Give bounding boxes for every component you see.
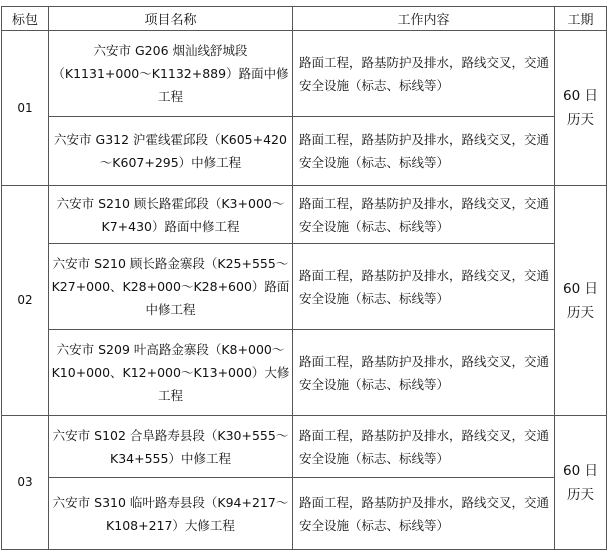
- work-content: 路面工程，路基防护及排水，路线交叉，交通安全设施（标志、标线等）: [293, 186, 555, 244]
- bid-number: 01: [2, 31, 49, 186]
- table-row: [2, 478, 607, 550]
- table-row: [2, 186, 607, 244]
- bid-section-table: [1, 6, 607, 550]
- work-content: 路面工程，路基防护及排水，路线交叉，交通安全设施（标志、标线等）: [293, 117, 555, 186]
- project-name: 六安市 S210 顾长路霍邱段（K3+000～K7+430）路面中修工程: [49, 186, 293, 244]
- work-content: 路面工程，路基防护及排水，路线交叉，交通安全设施（标志、标线等）: [293, 31, 555, 117]
- table-row: [2, 117, 607, 186]
- header-project-name: 项目名称: [49, 7, 293, 31]
- project-name: 六安市 S102 合阜路寿县段（K30+555～K34+555）中修工程: [49, 416, 293, 478]
- table-header-row: [2, 7, 607, 31]
- work-content: 路面工程，路基防护及排水，路线交叉，交通安全设施（标志、标线等）: [293, 330, 555, 416]
- period: 60 日历天: [555, 186, 607, 416]
- project-name: 六安市 G312 沪霍线霍邱段（K605+420～K607+295）中修工程: [49, 117, 293, 186]
- header-period: 工期: [555, 7, 607, 31]
- header-work-content: 工作内容: [293, 7, 555, 31]
- project-name: 六安市 S209 叶高路金寨段（K8+000～K10+000、K12+000～K13+000）大修工程: [49, 330, 293, 416]
- project-name: 六安市 S310 临叶路寿县段（K94+217～K108+217）大修工程: [49, 478, 293, 550]
- bid-number: 03: [2, 416, 49, 550]
- table-row: [2, 330, 607, 416]
- project-name: 六安市 S210 顾长路金寨段（K25+555～K27+000、K28+000～K28+600）路面中修工程: [49, 244, 293, 330]
- bid-number: 02: [2, 186, 49, 416]
- table-row: [2, 31, 607, 117]
- table-row: [2, 416, 607, 478]
- table-row: [2, 244, 607, 330]
- work-content: 路面工程，路基防护及排水，路线交叉，交通安全设施（标志、标线等）: [293, 244, 555, 330]
- work-content: 路面工程，路基防护及排水，路线交叉，交通安全设施（标志、标线等）: [293, 478, 555, 550]
- period: 60 日历天: [555, 416, 607, 550]
- header-bid: 标包: [2, 7, 49, 31]
- period: 60 日历天: [555, 31, 607, 186]
- work-content: 路面工程，路基防护及排水，路线交叉，交通安全设施（标志、标线等）: [293, 416, 555, 478]
- project-name: 六安市 G206 烟汕线舒城段（K1131+000～K1132+889）路面中修工程: [49, 31, 293, 117]
